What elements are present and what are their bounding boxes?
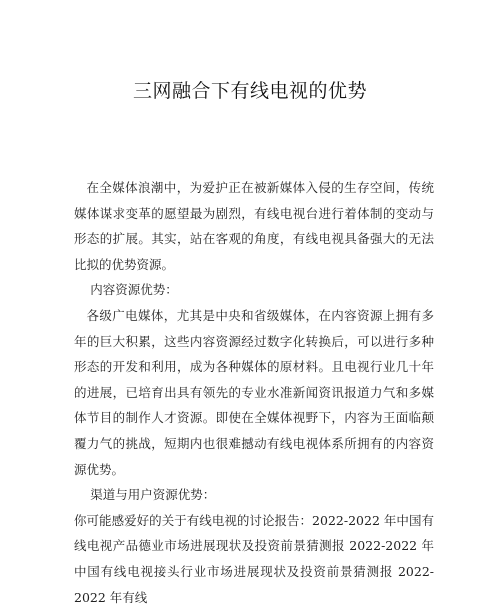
content-resource-heading: 内容资源优势： bbox=[90, 282, 178, 298]
related-reports-paragraph: 你可能感爱好的关于有线电视的讨论报告：2022-2022 年中国有线电视产品德业市场进展现状及投资前景猜测报 2022-2022 年中国有线电视接头行业市场进展现状及投资前景猜测报 2022-2022 年有线 bbox=[74, 512, 434, 605]
document-title: 三网融合下有线电视的优势 bbox=[132, 80, 367, 102]
channel-user-resource-heading: 渠道与用户资源优势： bbox=[90, 487, 216, 503]
content-resource-paragraph: 各级广电媒体，尤其是中央和省级媒体，在内容资源上拥有多年的巨大积累，这些内容资源经过数字化转换后，可以进行多种形态的开发和利用，成为各种媒体的原材料。且电视行业几十年的进展，已培育出具有领先的专业水准新闻资讯报道力气和多媒体节目的制作人才资源。即使在全媒体视野下，内容为王面临颠覆力气的挑战，短期内也很难撼动有线电视体系所拥有的内容资源优势。 bbox=[74, 307, 434, 477]
document-body bbox=[74, 175, 434, 610]
intro-paragraph: 在全媒体浪潮中，为爱护正在被新媒体入侵的生存空间，传统媒体谋求变革的愿望最为剧烈，有线电视台进行着体制的变动与形态的扩展。其实，站在客观的角度，有线电视具备强大的无法比拟的优势资源。 bbox=[74, 180, 434, 272]
